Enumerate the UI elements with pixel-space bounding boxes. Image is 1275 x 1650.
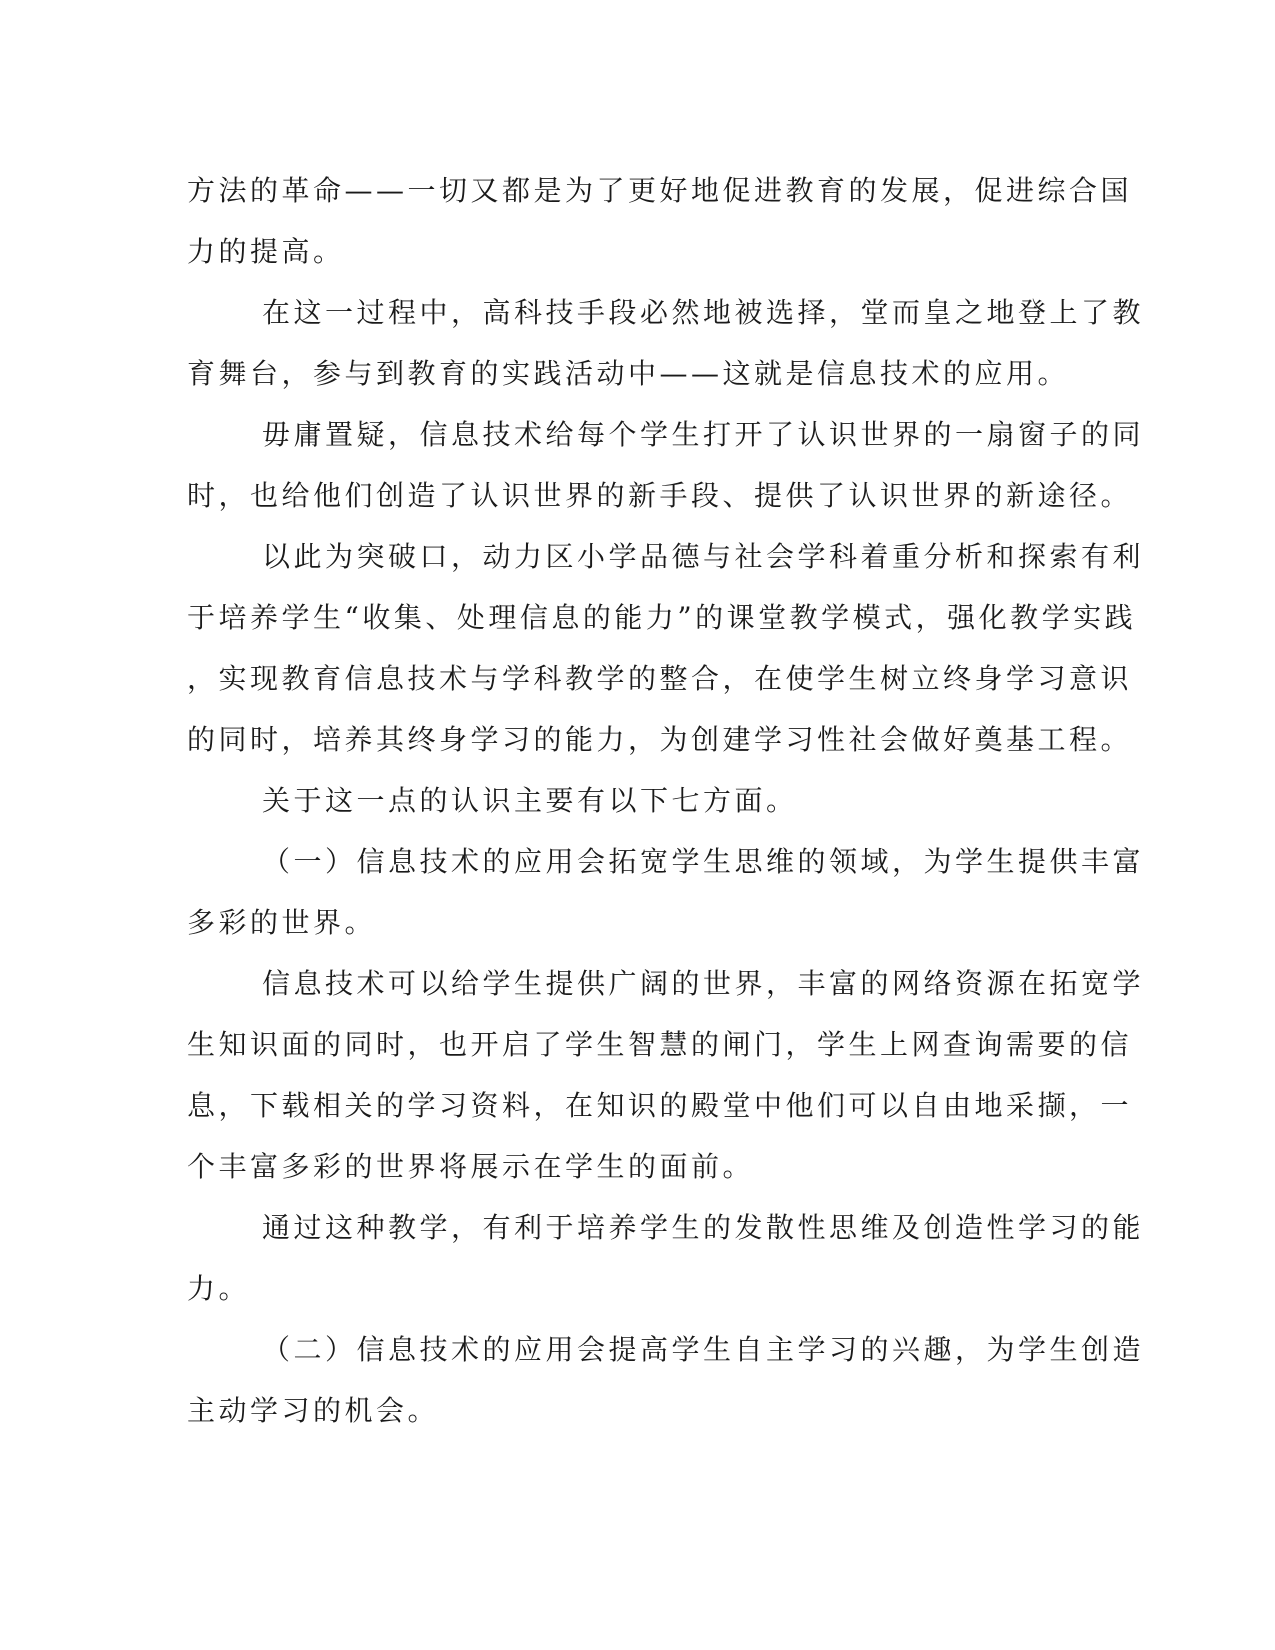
text-line: 多彩的世界。 [187,906,377,939]
paragraph-start-line: 信息技术可以给学生提供广阔的世界，丰富的网络资源在拓宽学 [262,967,1145,1000]
section-heading-line: （一）信息技术的应用会拓宽学生思维的领域，为学生提供丰富 [262,845,1145,878]
text-line: 于培养学生“收集、处理信息的能力”的课堂教学模式，强化教学实践 [187,601,1137,634]
text-line: 的同时，培养其终身学习的能力，为创建学习性社会做好奠基工程。 [187,723,1133,756]
text-line: ，实现教育信息技术与学科教学的整合，在使学生树立终身学习意识 [187,662,1133,695]
text-line: 育舞台，参与到教育的实践活动中——这就是信息技术的应用。 [187,357,1070,390]
paragraph-start-line: 通过这种教学，有利于培养学生的发散性思维及创造性学习的能 [262,1211,1145,1244]
text-line: 方法的革命——一切又都是为了更好地促进教育的发展，促进综合国 [187,174,1133,207]
paragraph-start-line: 关于这一点的认识主要有以下七方面。 [262,784,798,817]
text-line: 息，下载相关的学习资料，在知识的殿堂中他们可以自由地采撷，一 [187,1089,1133,1122]
text-line: 主动学习的机会。 [187,1394,440,1427]
paragraph-start-line: 毋庸置疑，信息技术给每个学生打开了认识世界的一扇窗子的同 [262,418,1145,451]
section-heading-line: （二）信息技术的应用会提高学生自主学习的兴趣，为学生创造 [262,1333,1145,1366]
text-line: 生知识面的同时，也开启了学生智慧的闸门，学生上网查询需要的信 [187,1028,1133,1061]
text-line: 力的提高。 [187,235,345,268]
text-line: 力。 [187,1272,251,1305]
paragraph-start-line: 在这一过程中，高科技手段必然地被选择，堂而皇之地登上了教 [262,296,1145,329]
text-line: 时，也给他们创造了认识世界的新手段、提供了认识世界的新途径。 [187,479,1133,512]
text-line: 个丰富多彩的世界将展示在学生的面前。 [187,1150,755,1183]
paragraph-start-line: 以此为突破口，动力区小学品德与社会学科着重分析和探索有利 [262,540,1145,573]
document-body [187,160,1145,1441]
